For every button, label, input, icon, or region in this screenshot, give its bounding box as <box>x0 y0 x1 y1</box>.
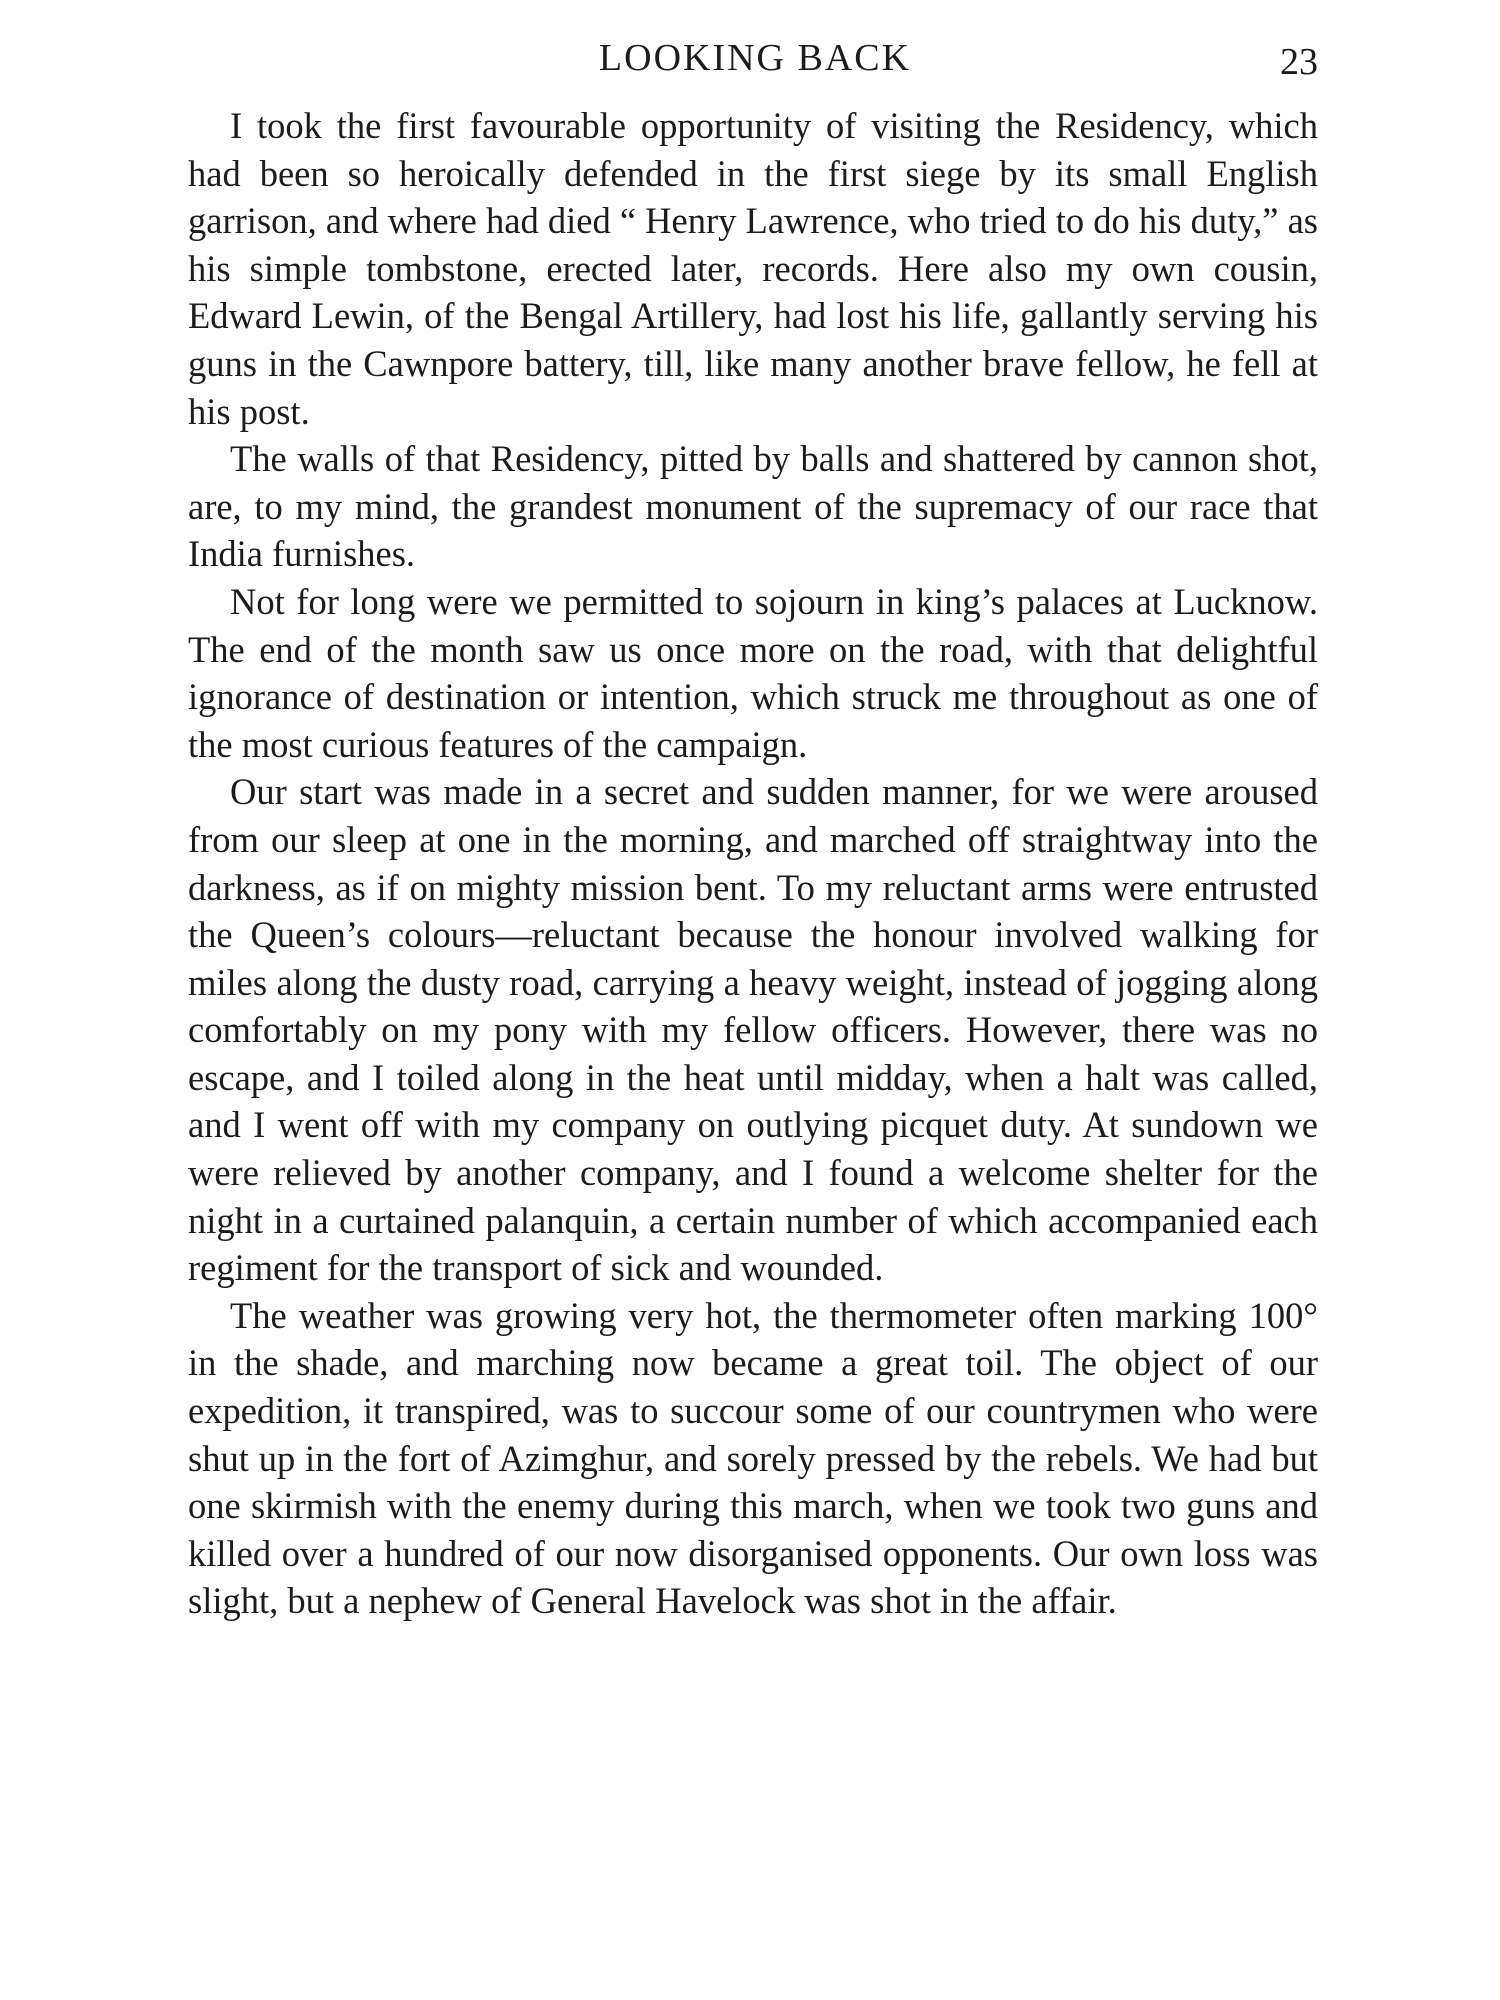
paragraph-azimghur-expedition: The weather was growing very hot, the thermometer often marking 100° in the shade, and marching now became a great toil. The object of our expedition, it transpired, was to succour some of our countrymen who were shut up in the fort of Azimghur, and sorely pressed by the rebels. We had but one skirmish with the enemy during this march, when we took two guns and killed over a hundred of our now disorganised opponents. Our own loss was slight, but a nephew of General Havelock was shot in the affair. <box>188 1294 1318 1622</box>
paragraph-residency-walls: The walls of that Residency, pitted by balls and shattered by cannon shot, are, to my mind, the grandest monument of the supremacy of our race that India furnishes. <box>188 438 1318 575</box>
paragraph-night-march: Our start was made in a secret and sudden manner, for we were aroused from our sleep at one in the morning, and marched off straightway into the darkness, as if on mighty mission bent. To my reluctant arms were entrusted the Queen’s colours—reluctant because the honour involved walking for miles along the dusty road, carrying a heavy weight, instead of jogging along comfortably on my pony with my fellow officers. However, there was no escape, and I toiled along in the heat until midday, when a halt was called, and I went off with my company on outlying picquet duty. At sundown we were relieved by another company, and I found a welcome shelter for the night in a curtained palanquin, a certain number of which accompanied each regiment for the transport of sick and wounded. <box>188 771 1318 1289</box>
page-number: 23 <box>1280 41 1318 83</box>
running-head <box>0 28 1500 88</box>
body-text <box>188 102 1318 1625</box>
paragraph-lucknow-departure: Not for long were we permitted to sojourn in king’s palaces at Lucknow. The end of the month saw us once more on the road, with that delightful ignorance of destination or intention, which struck me throughout as one of the most curious features of the campaign. <box>188 580 1318 765</box>
running-title: LOOKING BACK <box>598 37 912 79</box>
paragraph-residency-visit: I took the first favourable opportunity of visiting the Residency, which had been so heroically defended in the first siege by its small English garrison, and where had died “ Henry Lawrence, who tried to do his duty,” as his simple tombstone, erected later, records. Here also my own cousin, Edward Lewin, of the Bengal Artillery, had lost his life, gallantly serving his guns in the Cawnpore battery, till, like many another brave fellow, he fell at his post. <box>188 105 1318 432</box>
